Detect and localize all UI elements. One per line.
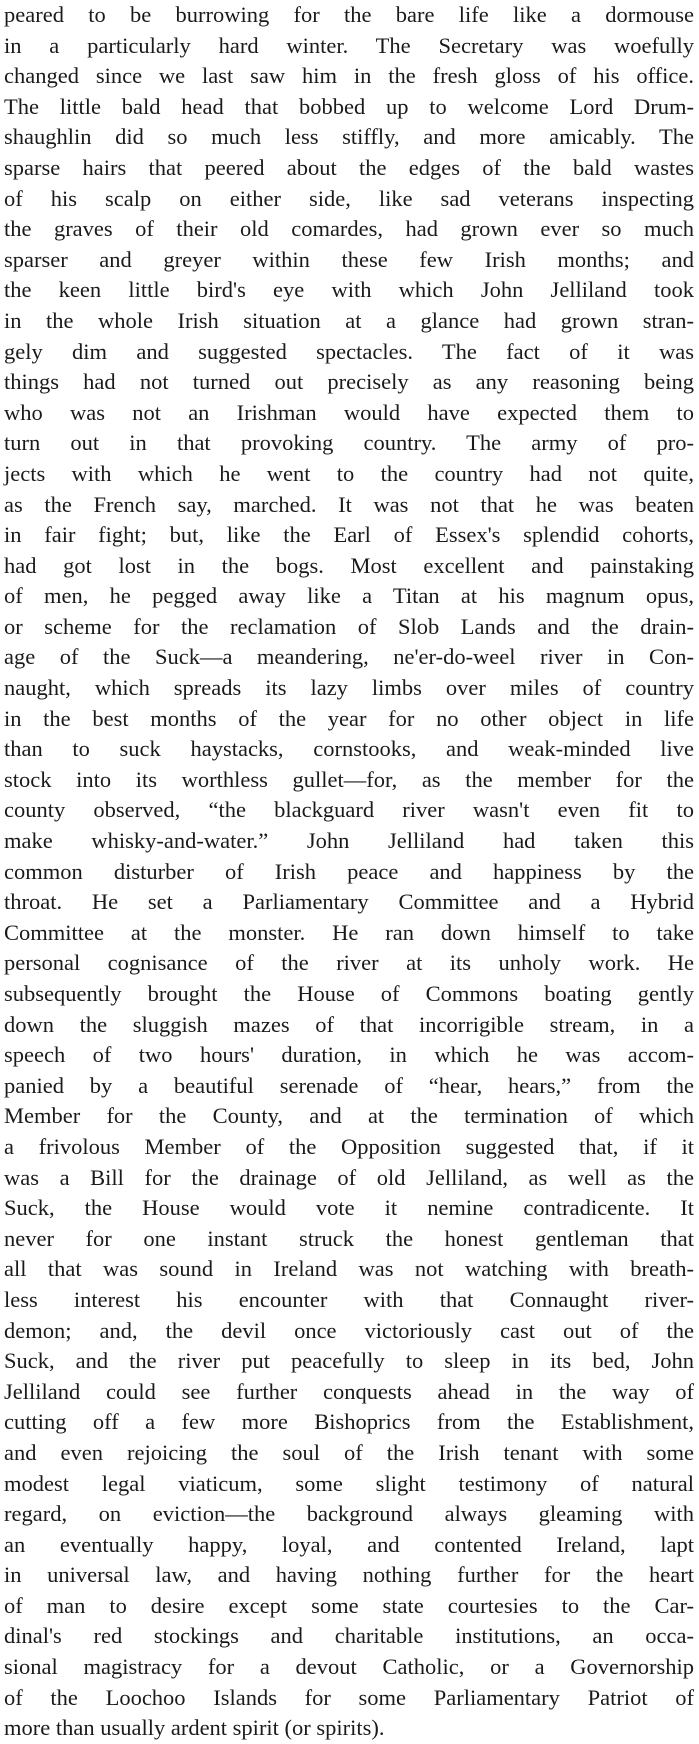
text-line: of men, he pegged away like a Titan at his magnum opus, [4, 583, 694, 609]
text-line: and even rejoicing the soul of the Irish tenant with some [4, 1439, 694, 1465]
text-line: the graves of their old comardes, had grown ever so much [4, 216, 694, 242]
text-line: speech of two hours' duration, in which he was accom- [4, 1042, 694, 1068]
text-line: make whisky-and-water.” John Jelliland had taken this [4, 828, 694, 854]
text-line: peared to be burrowing for the bare life like a dormouse [4, 2, 694, 27]
text-line: all that was sound in Ireland was not watching with breath- [4, 1256, 694, 1282]
text-line: less interest his encounter with that Connaught river- [4, 1286, 694, 1312]
text-line: the keen little bird's eye with which John Jelliland took [4, 277, 694, 303]
text-line: subsequently brought the House of Commons boating gently [4, 981, 694, 1006]
text-line: demon; and, the devil once victoriously cast out of the [4, 1317, 694, 1343]
text-line: common disturber of Irish peace and happiness by the [4, 858, 694, 884]
text-line: modest legal viaticum, some slight testimony of natural [4, 1470, 694, 1496]
text-line: in a particularly hard winter. The Secretary was woefully [4, 32, 694, 58]
text-line: in universal law, and having nothing further for the heart [4, 1562, 694, 1588]
text-line: down the sluggish mazes of that incorrigible stream, in a [4, 1011, 694, 1037]
text-line: an eventually happy, loyal, and contented Ireland, lapt [4, 1531, 694, 1557]
text-line: naught, which spreads its lazy limbs over miles of country [4, 675, 694, 701]
text-line: who was not an Irishman would have expected them to [4, 399, 694, 425]
text-line: a frivolous Member of the Opposition suggested that, if it [4, 1133, 694, 1159]
text-line: Member for the County, and at the termination of which [4, 1103, 694, 1129]
text-line: was a Bill for the drainage of old Jelliland, as well as the [4, 1164, 694, 1190]
text-line: Suck, and the river put peacefully to sleep in its bed, John [4, 1348, 694, 1374]
text-line: in fair fight; but, like the Earl of Essex's splendid cohorts, [4, 522, 694, 548]
text-line: in the best months of the year for no other object in life [4, 705, 694, 731]
text-line: cutting off a few more Bishoprics from the Establishment, [4, 1409, 694, 1435]
text-line: or scheme for the reclamation of Slob Lands and the drain- [4, 613, 694, 639]
text-line: sional magistracy for a devout Catholic, or a Governorship [4, 1654, 694, 1680]
text-line: turn out in that provoking country. The army of pro- [4, 430, 694, 456]
text-line: county observed, “the blackguard river wasn't even fit to [4, 797, 694, 823]
text-line: in the whole Irish situation at a glance had grown stran- [4, 307, 694, 333]
text-line: of man to desire except some state courtesies to the Car- [4, 1592, 694, 1618]
text-line: Suck, the House would vote it nemine contradicente. It [4, 1195, 694, 1221]
text-line: gely dim and suggested spectacles. The fact of it was [4, 338, 694, 364]
text-line: changed since we last saw him in the fresh gloss of his office. [4, 63, 694, 89]
text-line: more than usually ardent spirit (or spirits). [4, 1715, 385, 1741]
text-line: as the French say, marched. It was not that he was beaten [4, 491, 694, 517]
text-line: panied by a beautiful serenade of “hear, hears,” from the [4, 1072, 694, 1098]
text-line: dinal's red stockings and charitable institutions, an occa- [4, 1623, 694, 1649]
text-line: sparse hairs that peered about the edges of the bald wastes [4, 154, 694, 180]
text-line: stock into its worthless gullet—for, as the member for the [4, 766, 694, 792]
text-line: of the Loochoo Islands for some Parliamentary Patriot of [4, 1684, 694, 1710]
text-line: shaughlin did so much less stiffly, and more amicably. The [4, 124, 694, 150]
text-line: personal cognisance of the river at its unholy work. He [4, 950, 694, 976]
text-line: of his scalp on either side, like sad veterans inspecting [4, 185, 694, 211]
text-line: never for one instant struck the honest gentleman that [4, 1225, 694, 1251]
text-line: jects with which he went to the country had not quite, [4, 460, 694, 486]
text-line: The little bald head that bobbed up to welcome Lord Drum- [4, 93, 694, 119]
text-line: things had not turned out precisely as any reasoning being [4, 369, 694, 395]
text-line: Jelliland could see further conquests ahead in the way of [4, 1378, 694, 1404]
text-line: sparser and greyer within these few Irish months; and [4, 246, 694, 272]
text-line: throat. He set a Parliamentary Committee and a Hybrid [4, 889, 694, 915]
text-line: than to suck haystacks, cornstooks, and weak-minded live [4, 736, 694, 762]
text-line: had got lost in the bogs. Most excellent and painstaking [4, 552, 694, 578]
document-page [4, 0, 694, 1741]
text-line: age of the Suck—a meandering, ne'er-do-weel river in Con- [4, 644, 694, 670]
text-line: Committee at the monster. He ran down himself to take [4, 919, 694, 945]
text-line: regard, on eviction—the background always gleaming with [4, 1501, 694, 1527]
